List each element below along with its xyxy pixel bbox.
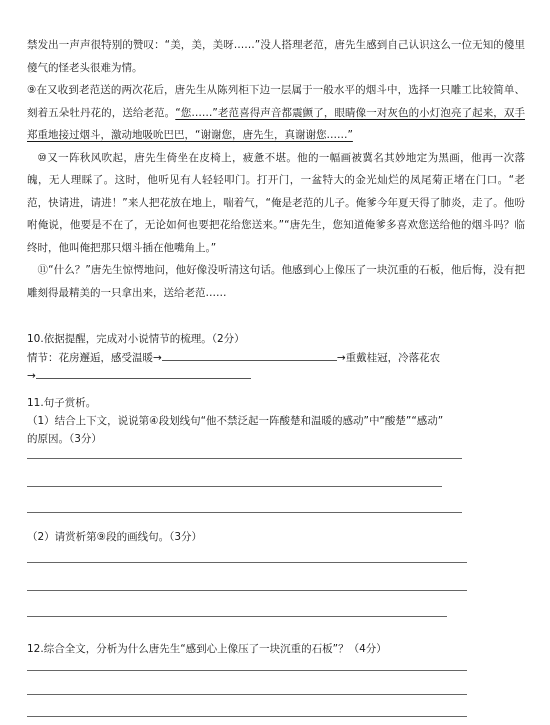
passage (27, 34, 525, 304)
question-11-1-cont: 的原因。（3分） (27, 433, 102, 445)
paragraph-9 (27, 79, 525, 147)
paragraph-9-text: ⑨在又收到老范送的两次花后，唐先生从陈列柜下边一层属于一般水平的烟斗中，选择一只雕工比较简单、刻着五朵牡丹花的，送给老范。 (27, 84, 525, 119)
answer-line[interactable] (27, 486, 442, 487)
answer-line[interactable] (27, 694, 467, 695)
question-11: 11.句子赏析。 (27, 397, 97, 409)
answer-blank-1[interactable] (162, 348, 337, 361)
answer-line[interactable] (27, 590, 467, 591)
paragraph-continued: 禁发出一声声很特别的赞叹：“美，美，美呀……”没人搭理老范，唐先生感到自己认识这么一位无知的傻里傻气的怪老头很难为情。 (27, 39, 525, 74)
answer-line[interactable] (27, 458, 462, 459)
plot-arrow: → (27, 370, 36, 382)
answer-blank-2[interactable] (36, 366, 251, 379)
answer-line[interactable] (27, 716, 467, 717)
plot-middle: →重戴桂冠，冷落花农 (336, 352, 441, 364)
plot-prefix: 情节：花房邂逅，感受温暖→ (27, 352, 162, 364)
answer-line[interactable] (27, 616, 447, 617)
question-12: 12.综合全文，分析为什么唐先生“感到心上像压了一块沉重的石板”？（4分） (27, 643, 387, 655)
answer-line[interactable] (27, 670, 467, 671)
question-10-plot-line-2 (27, 366, 251, 385)
paragraph-9-underlined-sentence: “您……”老范喜得声音都震颤了，眼睛像一对灰色的小灯泡亮了起来，双手郑重地接过烟斗，激动地吸吮巴巴，“谢谢您，唐先生，真谢谢您……” (27, 106, 525, 141)
question-11-1: （1）结合上下文，说说第④段划线句“他不禁泛起一阵酸楚和温暖的感动”中“酸楚”“感动” (27, 415, 444, 427)
question-10-plot-line (27, 348, 440, 367)
answer-line[interactable] (27, 562, 467, 563)
question-10: 10.依据提醒，完成对小说情节的梳理。（2分） (27, 333, 245, 345)
paragraph-10: ⑩又一阵秋风吹起，唐先生倚坐在皮椅上，疲惫不堪。他的一幅画被冀名其妙地定为黑画，他再一次落魄，无人理睬了。这时，他听见有人轻轻叩门。打开门，一盆特大的金光灿烂的凤尾菊正堵在门口。“老范，快请进，请进！”来人把花放在地上，喘着气，“俺是老范的儿子。俺爹今年夏天得了肺炎，走了。他吩咐俺说，他要是不在了，无论如何也要把花给您送来。”“唐先生，您知道俺爹多喜欢您送给他的烟斗吗？临终时，他叫俺把那只烟斗插在他嘴角上。” (27, 151, 525, 254)
answer-line[interactable] (27, 512, 462, 513)
question-11-2: （2）请赏析第⑨段的画线句。（3分） (27, 531, 203, 543)
paragraph-11: ⑪“什么？”唐先生惊愕地问，他好像没听清这句话。他感到心上像压了一块沉重的石板，他后悔，没有把雕刻得最精美的一只拿出来，送给老范…… (27, 264, 525, 299)
